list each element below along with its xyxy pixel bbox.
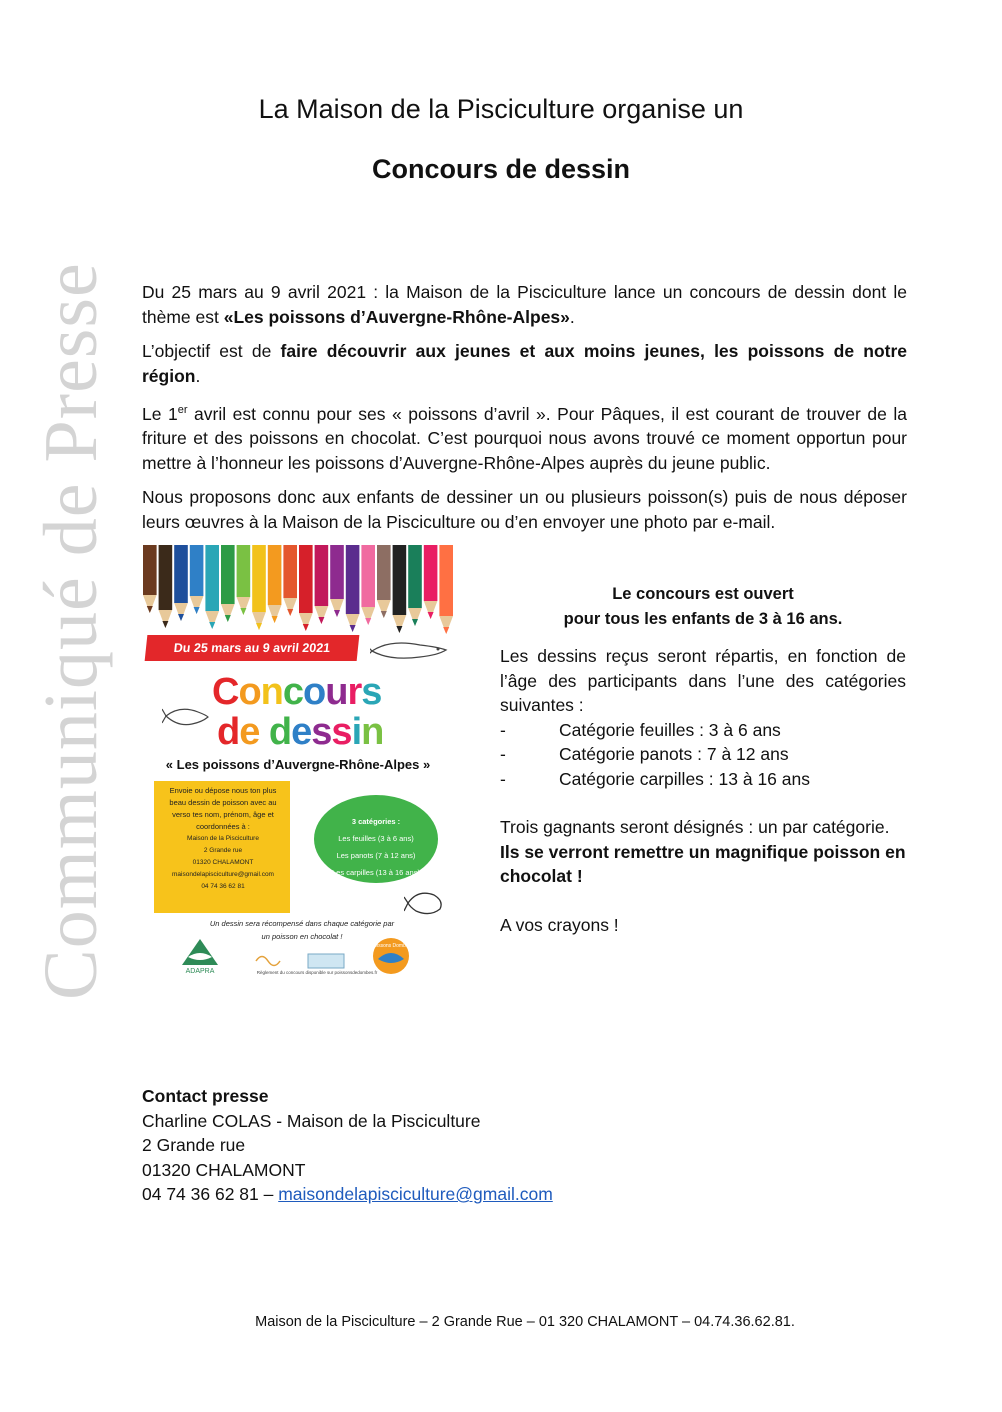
pencil-tip [147, 606, 153, 613]
poster-letter: i [351, 711, 362, 753]
pencil-tip [396, 626, 402, 633]
contact-street: 2 Grande rue [142, 1135, 246, 1155]
pencil-tip [240, 608, 246, 615]
winners-prize: Ils se verront remettre un magnifique poisson en chocolat ! [500, 841, 906, 886]
poster-letter: s [361, 671, 382, 713]
poster-letter: u [325, 671, 348, 713]
poster-word-concours [212, 673, 381, 711]
contest-details [500, 582, 906, 937]
poster-letter [259, 711, 269, 753]
pencil-tip [256, 623, 262, 630]
poster-subtitle: « Les poissons d’Auvergne-Rhône-Alpes » [165, 757, 431, 772]
carp-fish-icon [404, 885, 446, 919]
pencil-tip [350, 625, 356, 632]
pencil-body [330, 545, 344, 599]
pencil-body [268, 545, 282, 605]
pencil-body [237, 545, 251, 597]
poster-categories-text: 3 catégories : Les feuilles (3 à 6 ans) Les panots (7 à 12 ans) Les carpilles (13 à 16 ans) [332, 817, 420, 877]
contact-email-link[interactable]: maisondelapisciculture@gmail.com [278, 1184, 553, 1204]
pencil-body [283, 545, 297, 598]
pike-fish-icon [370, 635, 450, 665]
poster-letter: n [361, 711, 384, 753]
pencil-tip [209, 622, 215, 629]
side-label: Communiqué de Presse [29, 262, 113, 1000]
pencil-tip [412, 619, 418, 626]
contact-city: 01320 CHALAMONT [142, 1159, 306, 1180]
pencil-tip [162, 621, 168, 628]
pencil-body [205, 545, 219, 611]
pencil-body [393, 545, 407, 615]
poster-letter: n [260, 671, 283, 713]
contact-name: Charline COLAS - Maison de la Pisciculture [142, 1110, 481, 1131]
pencil-tip [272, 616, 278, 623]
category-row: - Catégorie panots : 7 à 12 ans [500, 744, 789, 764]
poster-letter: e [239, 711, 260, 753]
pencil-tip [178, 614, 184, 621]
pencil-body [377, 545, 391, 600]
pencil-body [408, 545, 422, 608]
open-line-1: Le concours est ouvert [612, 585, 794, 603]
poster-reglement: Règlement du concours disponible sur poissonsdedombes.fr [256, 970, 378, 975]
press-contact [142, 1084, 553, 1207]
category-row: - Catégorie feuilles : 3 à 6 ans [500, 719, 781, 740]
pencil-tip [334, 610, 340, 617]
pencil-body [315, 545, 329, 606]
svg-text:Poissons Dombes: Poissons Dombes [370, 943, 412, 949]
pencil-tip [428, 612, 434, 619]
contact-heading: Contact presse [142, 1086, 269, 1106]
pencil-tip [303, 624, 309, 631]
poster-letter: o [238, 671, 261, 713]
poster-letter: c [282, 671, 304, 713]
poster-date-banner: Du 25 mars au 9 avril 2021 [145, 635, 360, 661]
svg-text:ADAPRA: ADAPRA [185, 968, 215, 975]
poster-letter: s [331, 711, 352, 753]
poster-info-text: Envoie ou dépose nous ton plus beau dessin de poisson avec au verso tes nom, prénom, âge et coordonnées à : Maison de la Pisciculture 2 Grande rue 01320 CHALAMONT maisondelapisciculture@gmail.com 04 74 36 62 81 [169, 786, 277, 890]
pencil-tip [381, 611, 387, 618]
closing-text: A vos crayons ! [500, 914, 619, 935]
pencil-tip [287, 609, 293, 616]
header-line1: La Maison de la Pisciculture organise un [258, 94, 744, 124]
pencil-body [221, 545, 235, 604]
winners-text: Trois gagnants seront désignés : un par catégorie. [500, 817, 890, 837]
intro-paragraph-4: Nous proposons donc aux enfants de dessiner un ou plusieurs poisson(s) puis de nous déposer leurs œuvres à la Maison de la Pisciculture ou d’en envoyer une photo par e-mail. [142, 487, 907, 532]
theme-label: «Les poissons d’Auvergne-Rhône-Alpes» [223, 306, 570, 327]
repartition-text: Les dessins reçus seront répartis, en fonction de l’âge des participants dans l’une des catégories suivantes : [500, 646, 906, 715]
contact-phone-email: 04 74 36 62 81 – maisondelapisciculture@gmail.com [142, 1184, 553, 1204]
pencil-body [361, 545, 375, 607]
pencil-body [252, 545, 266, 612]
poster-letter: o [303, 671, 326, 713]
pencil-tip [365, 618, 371, 625]
poster-word-de-dessin [217, 713, 383, 751]
pencil-body [143, 545, 157, 595]
intro-paragraph-2: L’objectif est de faire découvrir aux jeunes et aux moins jeunes, les poissons de notre région. [142, 341, 908, 386]
intro-paragraph-1: Du 25 mars au 9 avril 2021 : la Maison de la Pisciculture lance un concours de dessin dont le thème est «Les poissons d’Auvergne-Rhône-Alpes». [142, 282, 907, 327]
contest-poster [142, 545, 454, 985]
syndicat-logo [252, 950, 352, 972]
pencil-tip [443, 627, 449, 634]
pencil-body [190, 545, 204, 596]
pencil-body [299, 545, 313, 613]
poster-letter: e [291, 711, 312, 753]
pencil-body [346, 545, 360, 614]
pencil-tip [225, 615, 231, 622]
pencil-body [439, 545, 453, 616]
pencils-graphic [142, 545, 454, 635]
poster-letter: d [217, 711, 240, 753]
intro-paragraph-3: Le 1er avril est connu pour ses « poissons d’avril ». Pour Pâques, il est courant de trouver de la friture et des poissons en chocolat. C’est pourquoi nous avons trouvé ce moment opportun pour mettre à l’honneur les poissons d’Auvergne-Rhône-Alpes auprès du jeune public. [142, 403, 907, 473]
poster-letter: C [212, 671, 239, 713]
pencil-tip [318, 617, 324, 624]
page-footer: Maison de la Pisciculture – 2 Grande Rue – 01 320 CHALAMONT – 04.74.36.62.81. [255, 1314, 795, 1330]
poster-letter: d [268, 711, 292, 753]
pencil-tip [194, 607, 200, 614]
intro-section [142, 280, 907, 544]
open-line-2: pour tous les enfants de 3 à 16 ans. [563, 609, 843, 628]
pencil-body [159, 545, 173, 610]
adapra-logo [178, 935, 222, 975]
poster-reward-note: Un dessin sera récompensé dans chaque catégorie par un poisson en chocolat ! [209, 919, 395, 941]
pencil-body [424, 545, 438, 601]
page-title: Concours de dessin [371, 154, 631, 184]
pencil-body [174, 545, 188, 603]
poster-letter: r [347, 671, 362, 713]
category-row: - Catégorie carpilles : 13 à 16 ans [500, 768, 810, 789]
fish-left-icon [162, 703, 210, 729]
poster-letter: s [311, 711, 332, 753]
